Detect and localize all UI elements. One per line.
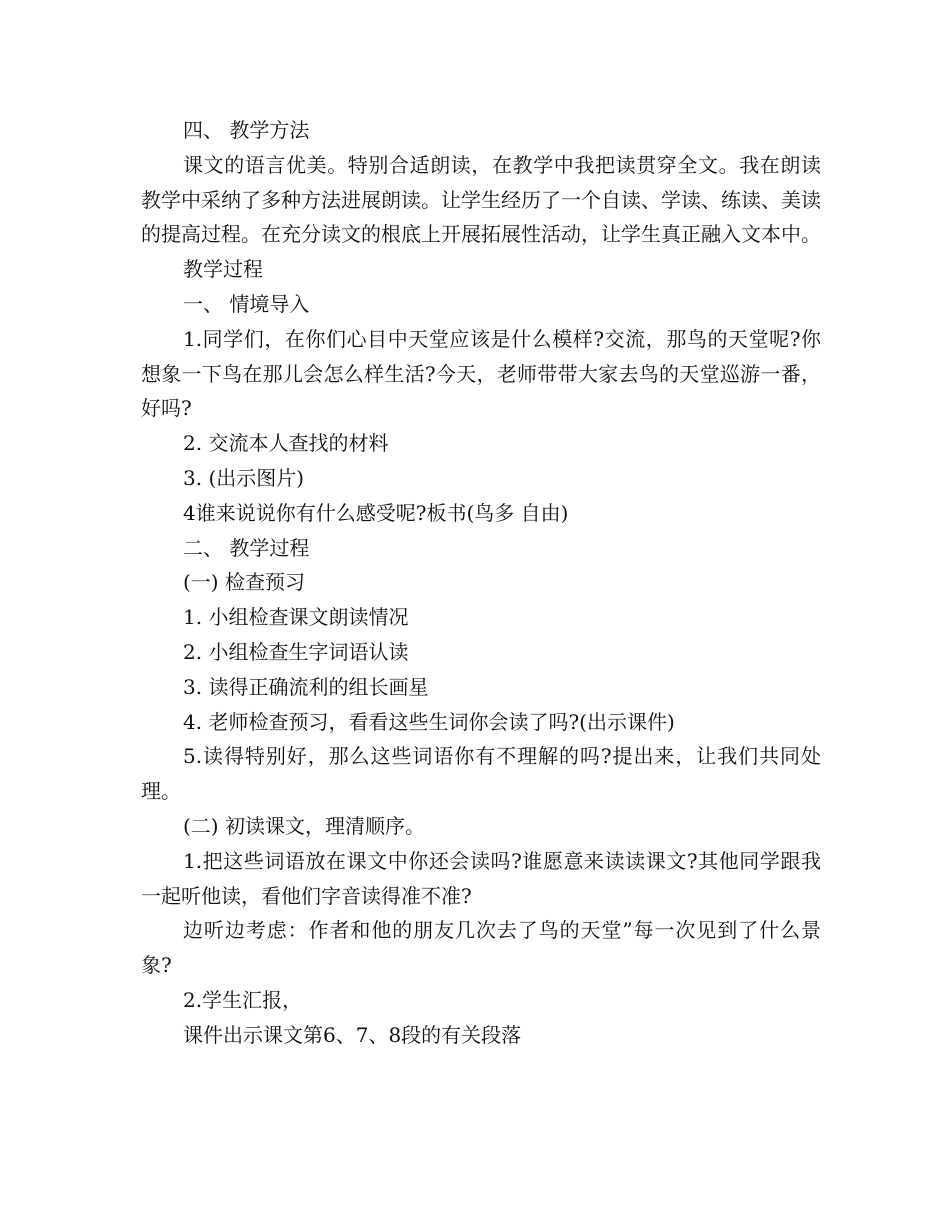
paragraph-intro-step-2: 2. 交流本人查找的材料 <box>183 431 389 456</box>
paragraph-check-step-4: 4. 老师检查预习，看看这些生词你会读了吗?(出示课件) <box>183 709 675 734</box>
paragraph-intro-step-4: 4谁来说说你有什么感受呢?板书(鸟多 自由) <box>183 500 569 525</box>
paragraph-check-step-5: 5.读得特别好，那么这些词语你有不理解的吗?提出来，让我们共同处理。 <box>141 744 821 804</box>
subheading-first-reading: (二) 初读课文，理清顺序。 <box>183 813 425 838</box>
section-heading-introduction: 一、 情境导入 <box>183 291 310 316</box>
document-body <box>141 113 821 1053</box>
paragraph-check-step-2: 2. 小组检查生字词语认读 <box>183 639 409 664</box>
section-heading-teaching-method: 四、 教学方法 <box>183 118 310 142</box>
paragraph-reading-question: 边听边考虑：作者和他的朋友几次去了鸟的天堂”每一次见到了什么景象? <box>141 918 821 978</box>
paragraph-courseware-note: 课件出示课文第6、7、8段的有关段落 <box>183 1022 522 1047</box>
heading-teaching-process: 教学过程 <box>183 257 263 282</box>
paragraph-intro-step-1: 1.同学们，在你们心目中天堂应该是什么模样?交流，那鸟的天堂呢?你想象一下鸟在那儿会怎么样生活?今天，老师带带大家去鸟的天堂巡游一番，好吗? <box>141 326 821 421</box>
subheading-check-preview: (一) 检查预习 <box>183 570 305 595</box>
paragraph-teaching-method: 课文的语言优美。特别合适朗读，在教学中我把读贯穿全文。我在朗读教学中采纳了多种方法进展朗读。让学生经历了一个自读、学读、练读、美读的提高过程。在充分读文的根底上开展拓展性活动，让学生真正融入文本中。 <box>141 152 821 247</box>
paragraph-reading-step-1: 1.把这些词语放在课文中你还会读吗?谁愿意来读读课文?其他同学跟我一起听他读，看他们字音读得准不准? <box>141 848 821 908</box>
section-heading-process: 二、 教学过程 <box>183 535 310 560</box>
paragraph-intro-step-3: 3. (出示图片) <box>183 465 305 490</box>
paragraph-check-step-3: 3. 读得正确流利的组长画星 <box>183 674 429 699</box>
paragraph-reading-step-2: 2.学生汇报， <box>183 987 303 1012</box>
paragraph-check-step-1: 1. 小组检查课文朗读情况 <box>183 605 409 630</box>
